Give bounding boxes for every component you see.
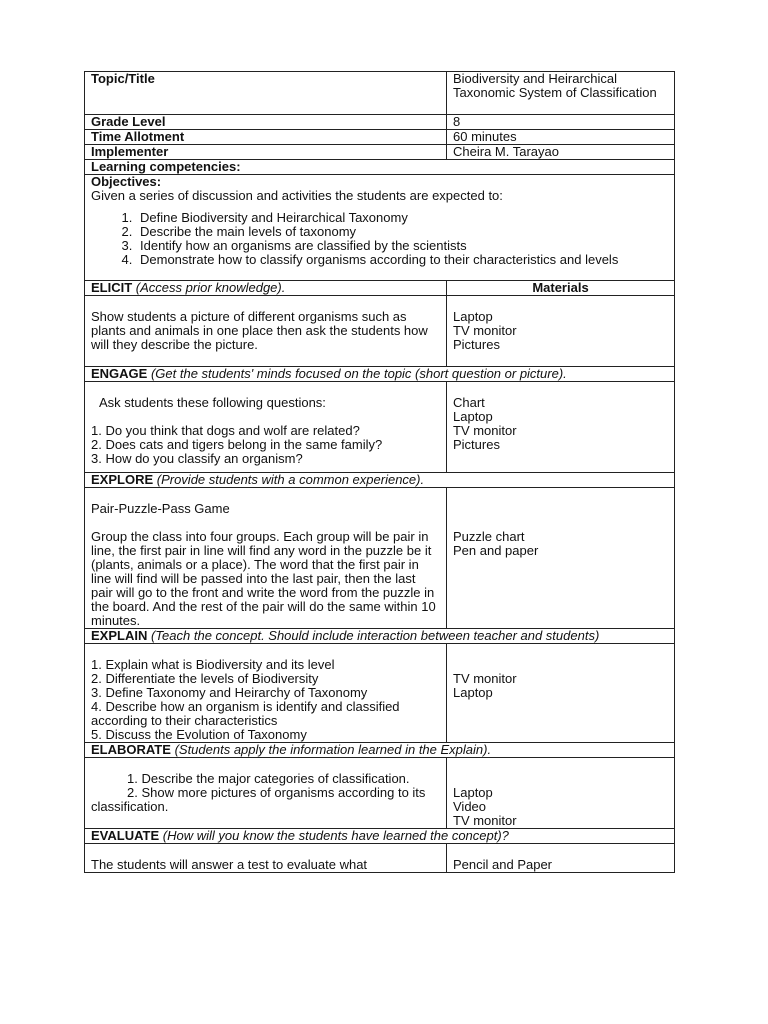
- engage-question: 1. Do you think that dogs and wolf are related?: [91, 423, 360, 438]
- explore-game-title: Pair-Puzzle-Pass Game: [91, 501, 230, 516]
- time-value: 60 minutes: [453, 129, 517, 144]
- material-item: Chart: [453, 395, 485, 410]
- competencies-label: Learning competencies:: [91, 159, 241, 174]
- engage-header-row: [85, 367, 675, 382]
- material-item: Pictures: [453, 337, 500, 352]
- elaborate-item: 1. Describe the major categories of classification.: [127, 771, 410, 786]
- engage-question: 2. Does cats and tigers belong in the same family?: [91, 437, 383, 452]
- grade-value: 8: [453, 114, 461, 129]
- explore-header-row: [85, 473, 675, 488]
- explain-desc: (Teach the concept. Should include interaction between teacher and students): [150, 628, 600, 643]
- explain-item: 2. Differentiate the levels of Biodiversity: [91, 671, 319, 686]
- elicit-body-row: [85, 296, 675, 367]
- objectives-row: [85, 175, 675, 281]
- elicit-desc: (Access prior knowledge).: [135, 280, 286, 295]
- material-item: TV monitor: [453, 813, 517, 828]
- explain-item: 1. Explain what is Biodiversity and its level: [91, 657, 335, 672]
- elaborate-item: 2. Show more pictures of organisms according to its classification.: [91, 785, 426, 814]
- engage-body-row: [85, 382, 675, 473]
- objectives-label: Objectives:: [91, 174, 162, 189]
- evaluate-body-row: [85, 844, 675, 873]
- elicit-body: Show students a picture of different organisms such as plants and animals in one place then ask the students how will they describe the picture.: [91, 309, 428, 352]
- explore-body: Group the class into four groups. Each group will be pair in line, the first pair in line will find any word in the puzzle be it (plants, animals or a place). The word that the first pair in line will find will be passed into the last pair, then the last pair will go to the front and write the word from the puzzle in the board. And the rest of the pair will do the same within 10 minutes.: [91, 529, 436, 628]
- explain-header-row: [85, 629, 675, 644]
- material-item: Laptop: [453, 409, 493, 424]
- material-item: Pictures: [453, 437, 500, 452]
- engage-title: ENGAGE: [91, 366, 148, 381]
- engage-desc: (Get the students' minds focused on the topic (short question or picture).: [150, 366, 567, 381]
- evaluate-desc: (How will you know the students have learned the concept)?: [162, 828, 509, 843]
- evaluate-body: The students will answer a test to evaluate what: [91, 857, 368, 872]
- elicit-header-row: [85, 281, 675, 296]
- objective-item: 4. Demonstrate how to classify organisms according to their characteristics and levels: [136, 253, 668, 267]
- implementer-row: [85, 145, 675, 160]
- topic-row: [85, 72, 675, 115]
- material-item: Laptop: [453, 685, 493, 700]
- material-item: TV monitor: [453, 323, 517, 338]
- material-item: TV monitor: [453, 423, 517, 438]
- competencies-row: [85, 160, 675, 175]
- explain-title: EXPLAIN: [91, 628, 148, 643]
- objective-item: 2. Describe the main levels of taxonomy: [136, 225, 668, 239]
- elaborate-body-row: [85, 758, 675, 829]
- explore-title: EXPLORE: [91, 472, 154, 487]
- evaluate-header-row: [85, 829, 675, 844]
- implementer-value: Cheira M. Tarayao: [453, 144, 559, 159]
- material-item: Puzzle chart: [453, 529, 525, 544]
- explore-body-row: [85, 488, 675, 629]
- time-label: Time Allotment: [91, 129, 185, 144]
- grade-row: [85, 115, 675, 130]
- explain-item: 3. Define Taxonomy and Heirarchy of Taxonomy: [91, 685, 368, 700]
- objectives-list: [91, 211, 668, 267]
- objectives-intro: Given a series of discussion and activities the students are expected to:: [91, 188, 503, 203]
- lesson-plan-table: [84, 71, 675, 873]
- material-item: Pencil and Paper: [453, 857, 553, 872]
- material-item: TV monitor: [453, 671, 517, 686]
- materials-header: Materials: [532, 280, 589, 295]
- material-item: Video: [453, 799, 487, 814]
- material-item: Laptop: [453, 309, 493, 324]
- elaborate-desc: (Students apply the information learned in the Explain).: [174, 742, 492, 757]
- material-item: Pen and paper: [453, 543, 539, 558]
- material-item: Laptop: [453, 785, 493, 800]
- elaborate-title: ELABORATE: [91, 742, 171, 757]
- grade-label: Grade Level: [91, 114, 166, 129]
- elaborate-header-row: [85, 743, 675, 758]
- objective-item: 3. Identify how an organisms are classified by the scientists: [136, 239, 668, 253]
- implementer-label: Implementer: [91, 144, 169, 159]
- topic-label: Topic/Title: [91, 71, 155, 86]
- engage-question: 3. How do you classify an organism?: [91, 451, 303, 466]
- topic-value: Biodiversity and Heirarchical Taxonomic System of Classification: [453, 71, 657, 100]
- explain-item: 5. Discuss the Evolution of Taxonomy: [91, 727, 307, 742]
- explore-desc: (Provide students with a common experience).: [156, 472, 425, 487]
- engage-intro: Ask students these following questions:: [99, 395, 326, 410]
- time-row: [85, 130, 675, 145]
- evaluate-title: EVALUATE: [91, 828, 160, 843]
- explain-body-row: [85, 644, 675, 743]
- objective-item: 1. Define Biodiversity and Heirarchical Taxonomy: [136, 211, 668, 225]
- elicit-title: ELICIT: [91, 280, 133, 295]
- explain-item: 4. Describe how an organism is identify and classified according to their characteristics: [91, 699, 400, 728]
